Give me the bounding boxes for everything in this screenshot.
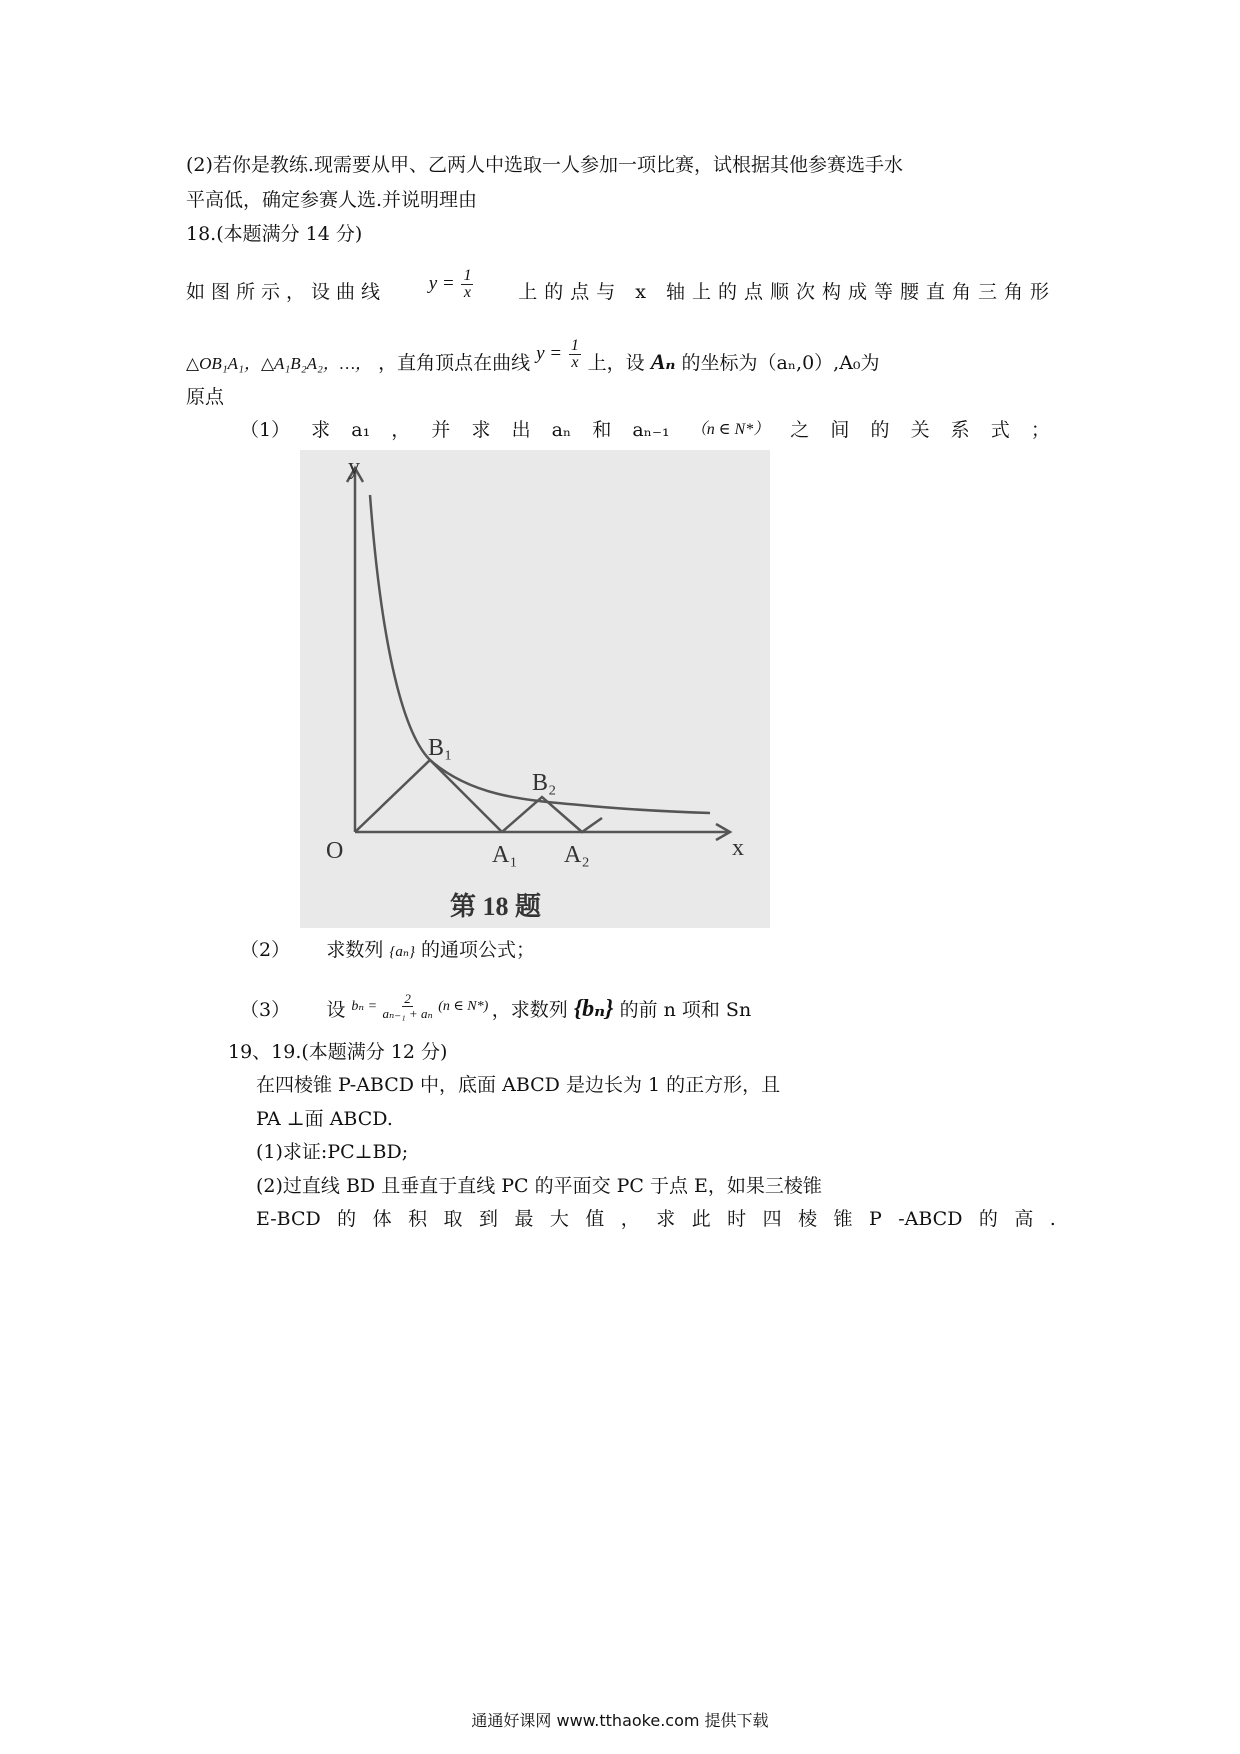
q17-part2-line2: 平高低，确定参赛人选.并说明理由 (186, 189, 478, 211)
part1-word: aₙ₋₁ (632, 419, 670, 441)
part1-word: 并 (431, 419, 451, 441)
q18-part3 (240, 991, 752, 1027)
q19-line1: 在四棱锥 P-ABCD 中，底面 ABCD 是边长为 1 的正方形，且 (256, 1074, 781, 1096)
page-footer: 通通好课网 www.tthaoke.com 提供下载 (471, 1711, 769, 1730)
q19-word: 求 (656, 1208, 676, 1230)
triangle-ob1a1 (355, 760, 502, 832)
q19-line4: (2)过直线 BD 且垂直于直线 PC 的平面交 PC 于点 E，如果三棱锥 (256, 1175, 822, 1197)
right-angle-text: ，直角顶点在曲线 (378, 351, 531, 374)
q19-word: 大 (549, 1208, 569, 1230)
figure-caption: 第 18 题 (450, 892, 542, 921)
part1-word: 出 (511, 419, 531, 441)
q17-part2-line1: (2)若你是教练.现需要从甲、乙两人中选取一人参加一项比赛，试根据其他参赛选手水 (186, 154, 903, 176)
q19-word: 体 (372, 1208, 392, 1230)
curve-formula-2 (536, 337, 588, 371)
an-symbol: Aₙ (650, 348, 676, 374)
curve-fraction-2-num: 1 (570, 337, 579, 354)
part1-word: 的 (870, 419, 890, 441)
part1-word: 和 (592, 419, 612, 441)
part1-word: 间 (830, 419, 850, 441)
part3-text-c: 的前 n 项和 Sn (619, 999, 752, 1021)
coord-text: 的坐标为（aₙ,0）,A₀为 (681, 351, 880, 374)
q19-word: 四 (762, 1208, 782, 1230)
part1-word: 式 (990, 419, 1010, 441)
q18-part1 (240, 418, 1050, 442)
q19-word: 最 (514, 1208, 534, 1230)
part2-label: （2） (240, 939, 291, 961)
label-y: y (348, 454, 360, 480)
q19-word: 此 (691, 1208, 711, 1230)
q19-word: . (1049, 1208, 1056, 1230)
figure-18 (300, 450, 770, 928)
part1-word: a₁ (351, 419, 371, 441)
part1-word: 关 (910, 419, 930, 441)
part3-formula (351, 991, 491, 1022)
label-A1: A₁ (492, 842, 518, 868)
label-A2: A₂ (564, 842, 590, 868)
q19-word: 到 (478, 1208, 498, 1230)
q19-word: 时 (727, 1208, 747, 1230)
q18-intro-line (186, 267, 1056, 313)
q18-header: 18.(本题满分 14 分) (186, 223, 363, 245)
curve-fraction-2-den: x (571, 354, 579, 371)
q19-word: 的 (337, 1208, 357, 1230)
set-text: 上，设 (587, 351, 645, 374)
q19-word: P (868, 1208, 882, 1230)
part3-text-b: ，求数列 (491, 999, 568, 1021)
q18-line2 (186, 337, 880, 381)
curve-formula (429, 268, 476, 301)
triangles-formula: △OB₁A₁，△A₁B₂A₂，…， (186, 353, 373, 373)
part1-word: ， (391, 419, 411, 441)
q19-word: 的 (978, 1208, 998, 1230)
q19-word: 值 (585, 1208, 605, 1230)
curve-1-over-x (370, 495, 710, 813)
curve-formula-2-lhs: y = (536, 342, 563, 364)
part1-word: 求 (311, 419, 331, 441)
q19-word: 积 (408, 1208, 428, 1230)
figure-18-svg (300, 450, 770, 928)
q19-line3: (1)求证:PC⊥BD; (256, 1141, 409, 1163)
q19-line5 (256, 1207, 1056, 1231)
part2-text-a: 求数列 (326, 939, 384, 961)
label-B1: B₁ (428, 735, 453, 761)
q19-word: 棱 (798, 1208, 818, 1230)
q18-intro-a: 如图所示，设曲线 (186, 281, 387, 303)
q19-word: 取 (443, 1208, 463, 1230)
part3-label: （3） (240, 999, 291, 1021)
part3-formula-cond: (n ∈ N*) (438, 999, 489, 1014)
label-B2: B₂ (532, 770, 557, 796)
origin-text: 原点 (186, 386, 225, 408)
part3-fraction-den: aₙ₋₁ + aₙ (382, 1006, 433, 1022)
part1-word: 之 (790, 419, 810, 441)
curve-fraction-num: 1 (463, 267, 472, 284)
q19-line2: PA ⊥面 ABCD. (256, 1108, 393, 1130)
part1-word: （n ∈ N*） (690, 421, 770, 438)
curve-fraction-2 (569, 338, 581, 371)
q18-intro-b: 上的点与 x 轴上的点顺次构成等腰直角三角形 (518, 281, 1056, 303)
part1-word: ； (1030, 419, 1050, 441)
part2-seq: {aₙ} (389, 944, 415, 960)
part1-word: aₙ (551, 419, 572, 441)
part1-label: （1） (240, 419, 291, 441)
curve-fraction-den: x (463, 284, 472, 301)
part3-formula-lhs: bₙ = (351, 999, 378, 1014)
q19-word: 高 (1014, 1208, 1034, 1230)
part3-seq: {bₙ} (573, 996, 614, 1022)
part3-fraction-num: 2 (404, 991, 411, 1007)
q19-word: ， (620, 1208, 640, 1230)
part1-word: 系 (950, 419, 970, 441)
label-O: O (326, 838, 344, 864)
part2-text-b: 的通项公式； (421, 939, 536, 961)
q18-part2 (240, 938, 535, 964)
part3-text-a: 设 (326, 999, 346, 1021)
curve-fraction (461, 268, 473, 301)
part1-word: 求 (471, 419, 491, 441)
label-x: x (732, 835, 744, 861)
q19-word: E-BCD (256, 1208, 321, 1230)
q19-word: 锥 (833, 1208, 853, 1230)
curve-formula-lhs: y = (428, 272, 455, 294)
part3-fraction (383, 992, 433, 1021)
q19-header: 19、19.(本题满分 12 分) (228, 1041, 448, 1063)
q19-word: -ABCD (898, 1208, 963, 1230)
